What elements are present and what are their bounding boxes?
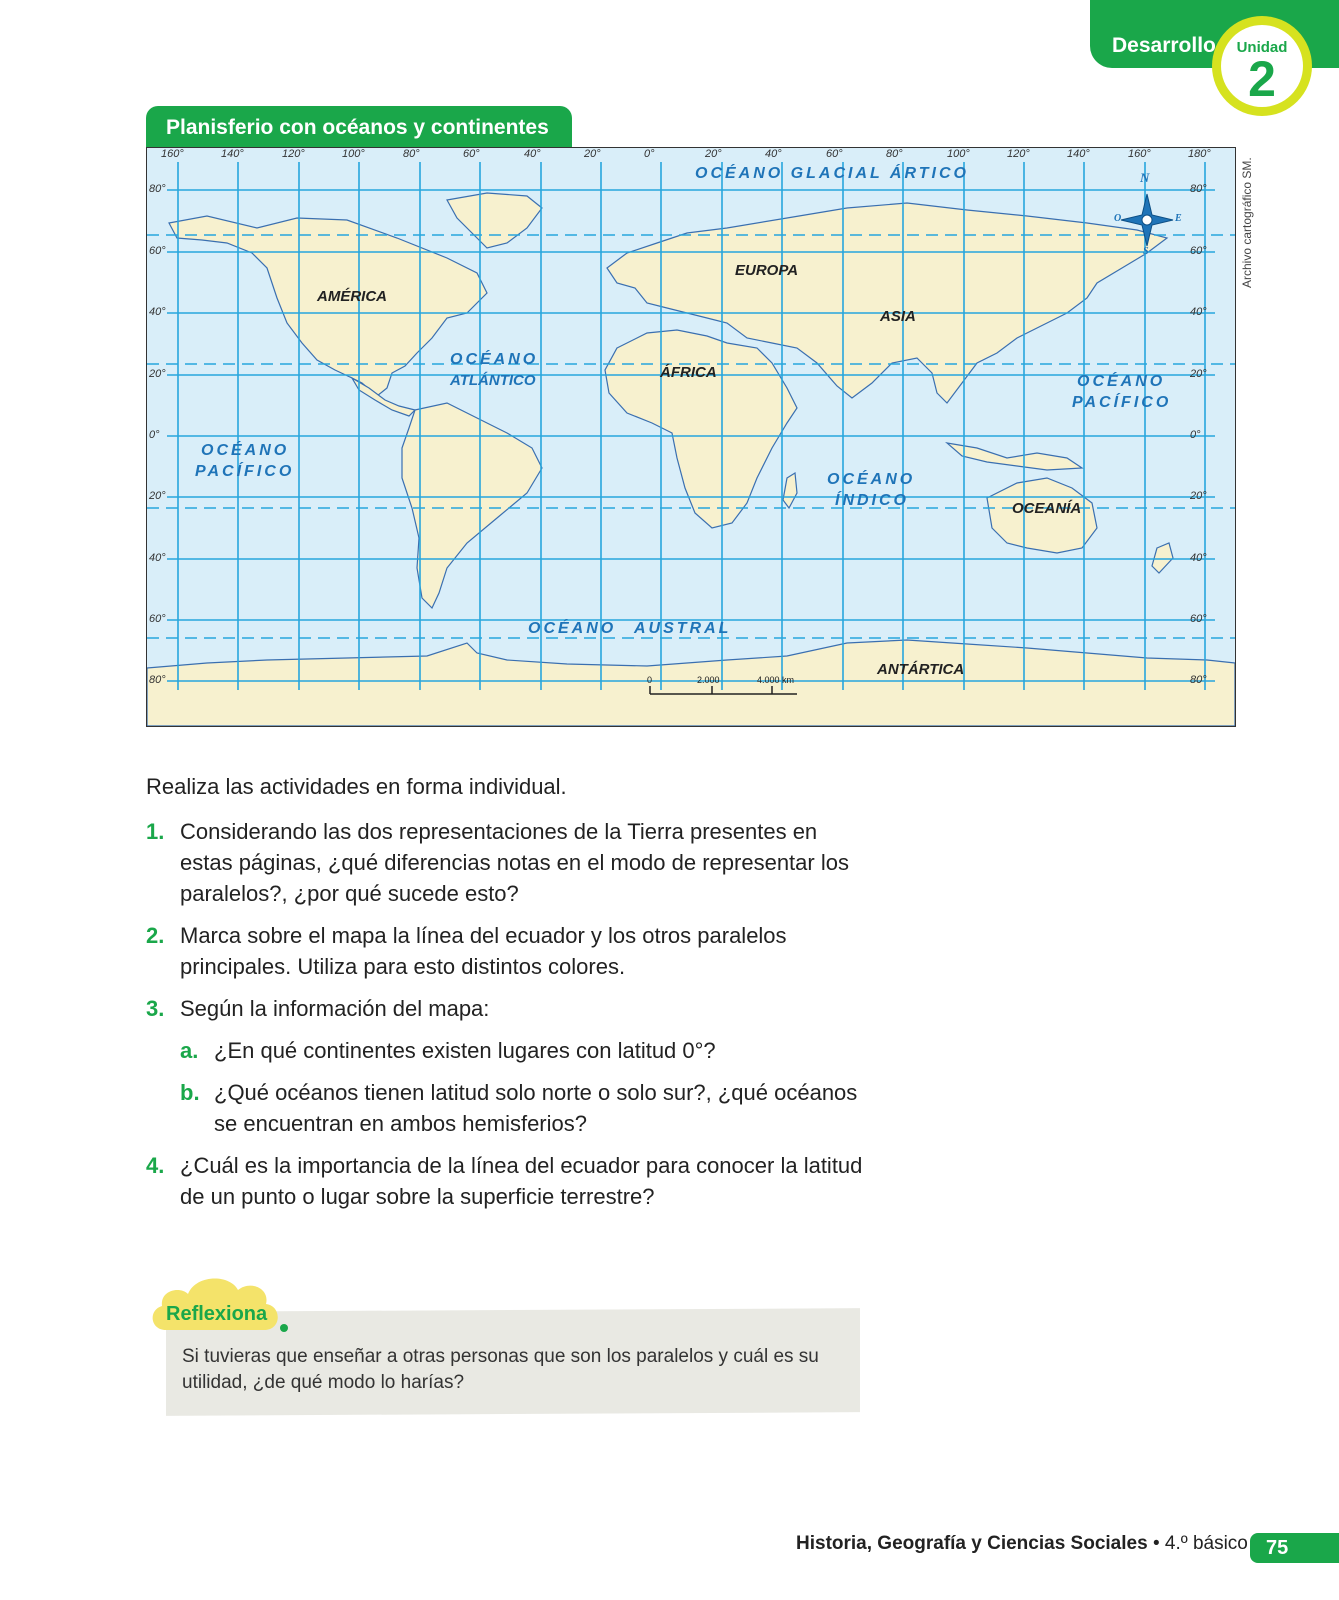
- continent-label: ÁFRICA: [660, 364, 717, 381]
- longitude-label: 40°: [765, 148, 782, 160]
- activity-text: ¿Cuál es la importancia de la línea del ecuador para conocer la latitud de un punto o lugar sobre la superficie terrestre?: [180, 1153, 863, 1209]
- longitude-label: 100°: [947, 148, 970, 160]
- reflexiona-title: Reflexiona: [166, 1303, 268, 1325]
- ocean-label-indian: OCÉANO: [827, 471, 916, 488]
- ocean-label-pacific-east: PACÍFICO: [1072, 394, 1172, 411]
- longitude-label: 120°: [282, 148, 305, 160]
- latitude-label-left: 60°: [149, 613, 166, 625]
- footer-subject: [796, 1533, 1248, 1555]
- subitem-text: ¿Qué océanos tienen latitud solo norte o solo sur?, ¿qué océanos se encuentran en ambos hemisferios?: [214, 1080, 858, 1136]
- continent-label: ANTÁRTICA: [877, 661, 965, 678]
- unit-badge: [1212, 16, 1312, 116]
- activity-number: 4.: [146, 1153, 165, 1178]
- subitem-text: ¿En qué continentes existen lugares con latitud 0°?: [214, 1038, 716, 1063]
- land-masses: [147, 193, 1235, 726]
- longitude-label: 80°: [403, 148, 420, 160]
- reflexiona-text: Si tuvieras que enseñar a otras personas que son los paralelos y cuál es su utilidad, ¿de qué modo lo harías?: [182, 1346, 819, 1393]
- activity-text: Marca sobre el mapa la línea del ecuador y los otros paralelos principales. Utiliza para esto distintos colores.: [180, 923, 787, 979]
- longitude-label: 140°: [221, 148, 244, 160]
- madagascar: [783, 473, 797, 508]
- south-america: [402, 403, 542, 608]
- antarctica: [147, 640, 1235, 726]
- compass-n: N: [1140, 170, 1150, 185]
- continent-label: ASIA: [880, 308, 916, 325]
- activity-text: Según la información del mapa:: [180, 996, 490, 1021]
- activities-list: [146, 816, 866, 1223]
- unit-number: 2: [1248, 51, 1276, 107]
- indonesia: [947, 443, 1082, 470]
- longitude-label: 60°: [826, 148, 843, 160]
- longitude-label: 140°: [1067, 148, 1090, 160]
- longitude-label: 180°: [1188, 148, 1211, 160]
- longitude-label: 160°: [161, 148, 184, 160]
- latitude-label-left: 80°: [149, 183, 166, 195]
- longitude-label: 20°: [584, 148, 601, 160]
- ocean-label-pacific-west: OCÉANO: [201, 442, 290, 459]
- activity-number: 2.: [146, 923, 165, 948]
- latitude-label-left: 40°: [149, 306, 166, 318]
- ocean-label-pacific-west: PACÍFICO: [195, 463, 295, 480]
- latitude-label-left: 20°: [149, 368, 166, 380]
- activity-item: [146, 920, 866, 982]
- subitem-letter: a.: [180, 1038, 199, 1063]
- footer-bullet: •: [1152, 1533, 1160, 1554]
- compass-s: S: [1143, 246, 1149, 257]
- latitude-label-right: 80°: [1190, 183, 1207, 195]
- longitude-label: 20°: [705, 148, 722, 160]
- latitude-label-right: 60°: [1190, 245, 1207, 257]
- ocean-label-atlantic: OCÉANO: [450, 351, 539, 368]
- grade-label: 4.º básico: [1164, 1533, 1248, 1554]
- activity-subitem: [180, 1077, 866, 1139]
- section-label: Desarrollo: [1112, 34, 1216, 57]
- activity-subitem: [180, 1035, 866, 1066]
- longitude-label: 160°: [1128, 148, 1151, 160]
- longitude-label: 60°: [463, 148, 480, 160]
- latitude-label-right: 20°: [1190, 368, 1207, 380]
- latitude-label-left: 60°: [149, 245, 166, 257]
- bullet-dot: [280, 1324, 288, 1332]
- scale-label: 4.000 km: [757, 675, 795, 685]
- subject-name: Historia, Geografía y Ciencias Sociales: [796, 1533, 1148, 1554]
- ocean-label-pacific-east: OCÉANO: [1077, 373, 1166, 390]
- latitude-label-right: 40°: [1190, 552, 1207, 564]
- activity-number: 1.: [146, 819, 165, 844]
- latitude-label-left: 0°: [149, 429, 160, 441]
- map-credit: Archivo cartográfico SM.: [1240, 157, 1254, 288]
- ocean-label-indian: ÍNDICO: [835, 492, 909, 509]
- subitem-letter: b.: [180, 1080, 200, 1105]
- world-map: [146, 147, 1236, 727]
- latitude-label-right: 0°: [1190, 429, 1201, 441]
- greenland: [447, 193, 542, 248]
- activity-item: [146, 993, 866, 1024]
- new-zealand: [1152, 543, 1173, 573]
- ocean-label-atlantic: ATLÁNTICO: [450, 372, 536, 389]
- ocean-label-southern: AUSTRAL: [634, 620, 732, 637]
- unit-word: Unidad: [1236, 39, 1288, 56]
- latitude-label-right: 20°: [1190, 490, 1207, 502]
- page-number: 75: [1250, 1533, 1339, 1563]
- africa: [605, 330, 797, 528]
- continent-label: EUROPA: [735, 262, 799, 279]
- latitude-label-left: 20°: [149, 490, 166, 502]
- compass-o: O: [1114, 213, 1122, 224]
- continent-label: AMÉRICA: [317, 288, 387, 305]
- activity-item: [146, 1150, 866, 1212]
- latitude-label-right: 80°: [1190, 674, 1207, 686]
- longitude-label: 40°: [524, 148, 541, 160]
- longitude-label: 120°: [1007, 148, 1030, 160]
- longitude-label: 0°: [644, 148, 655, 160]
- continent-label: OCEANÍA: [1012, 500, 1082, 517]
- activity-text: Considerando las dos representaciones de la Tierra presentes en estas páginas, ¿qué diferencias notas en el modo de representar los paralelos?, ¿por qué sucede esto?: [180, 819, 849, 906]
- north-america: [169, 216, 487, 396]
- compass-e: E: [1175, 213, 1182, 224]
- longitude-label: 100°: [342, 148, 365, 160]
- scale-label: 0: [647, 675, 653, 685]
- scale-label: 2.000: [697, 675, 720, 685]
- longitude-label: 80°: [886, 148, 903, 160]
- map-title: Planisferio con océanos y continentes: [146, 106, 572, 148]
- latitude-label-right: 60°: [1190, 613, 1207, 625]
- latitude-label-right: 40°: [1190, 306, 1207, 318]
- activities-intro: Realiza las actividades en forma individual.: [146, 774, 567, 799]
- latitude-label-left: 40°: [149, 552, 166, 564]
- ocean-label-arctic: OCÉANO GLACIAL ÁRTICO: [695, 165, 969, 182]
- activity-item: [146, 816, 866, 909]
- latitude-label-left: 80°: [149, 674, 166, 686]
- ocean-label-southern: OCÉANO: [528, 620, 617, 637]
- activity-number: 3.: [146, 996, 165, 1021]
